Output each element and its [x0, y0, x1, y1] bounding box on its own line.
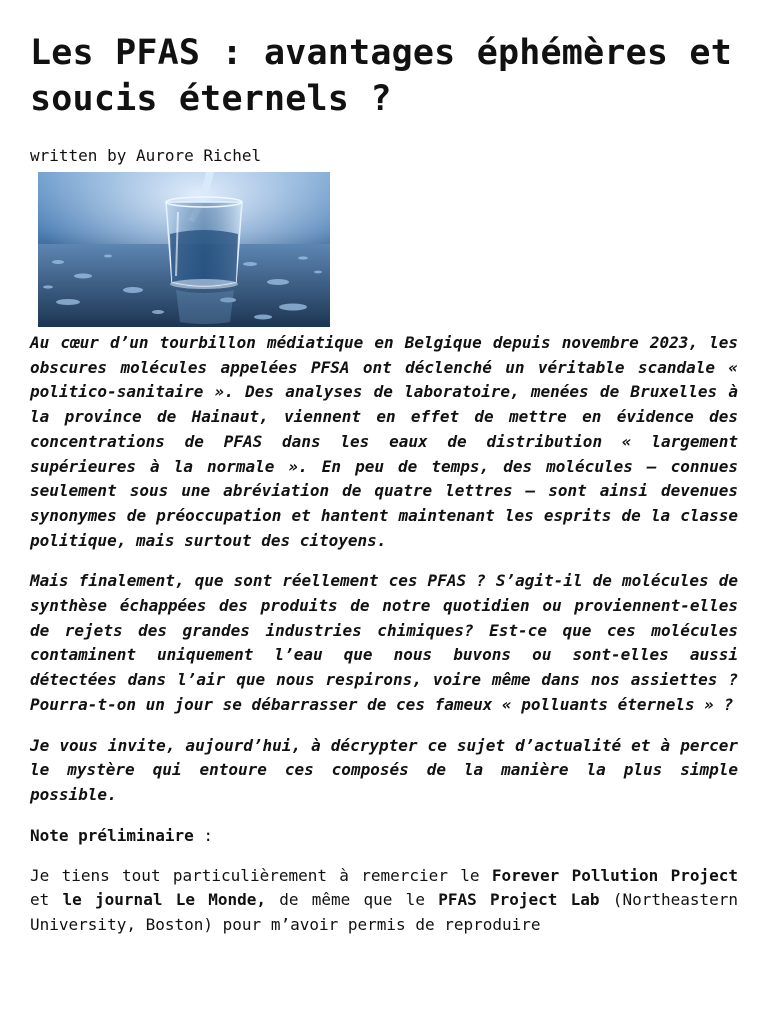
note-label: Note préliminaire — [30, 825, 194, 845]
acknowledgements-paragraph — [30, 864, 738, 938]
thanks-text-3: de même que le — [266, 890, 439, 910]
pfas-project-lab: PFAS Project Lab — [438, 890, 600, 910]
forever-pollution-project: Forever Pollution Project — [491, 865, 738, 885]
thanks-text-1: Je tiens tout particulièrement à remercier le — [30, 865, 492, 885]
thanks-text-4: (Northeastern University, Boston) pour m’avoir permis de reproduire — [30, 890, 739, 935]
hero-image-water-glass — [38, 172, 330, 327]
intro-paragraph-3: Je vous invite, aujourd’hui, à décrypter ce sujet d’actualité et à percer le mystère qui entoure ces composés de la manière la plus simple possible. — [30, 735, 738, 804]
intro-paragraph-2: Mais finalement, que sont réellement ces PFAS ? S’agit-il de molécules de synthèse échappées des produits de notre quotidien ou proviennent-elles de rejets des grandes industries chimiques? Est-ce que ces molécules contaminent uniquement l’eau que nous buvons ou sont-elles aussi détectées dans l’air que nous respirons, voire même dans nos assiettes ? Pourra-t-on un jour se débarrasser de ces fameux « polluants éternels » ? — [30, 571, 738, 714]
thanks-text-2: et — [30, 890, 63, 910]
intro-paragraph-1: Au cœur d’un tourbillon médiatique en Belgique depuis novembre 2023, les obscures molécules appelées PFSA ont déclenché un véritable scandale « politico-sanitaire ». Des analyses de laboratoire, menées de Bruxelles à la province de Hainaut, viennent en effet de mettre en évidence des concentrations de PFAS dans les eaux de distribution « largement supérieures à la normale ». En peu de temps, des molécules – connues seulement sous une abréviation de quatre lettres – sont ainsi devenues synonymes de préoccupation et hantent maintenant les esprits de la classe politique, mais surtout des citoyens. — [30, 333, 738, 550]
preliminary-note — [30, 824, 738, 848]
article-title: Les PFAS : avantages éphémères et soucis éternels ? — [30, 33, 732, 119]
byline: written by Aurore Richel — [30, 146, 262, 165]
water-glass-illustration — [38, 172, 330, 327]
le-monde: le journal Le Monde, — [62, 890, 267, 910]
note-colon: : — [193, 825, 214, 845]
